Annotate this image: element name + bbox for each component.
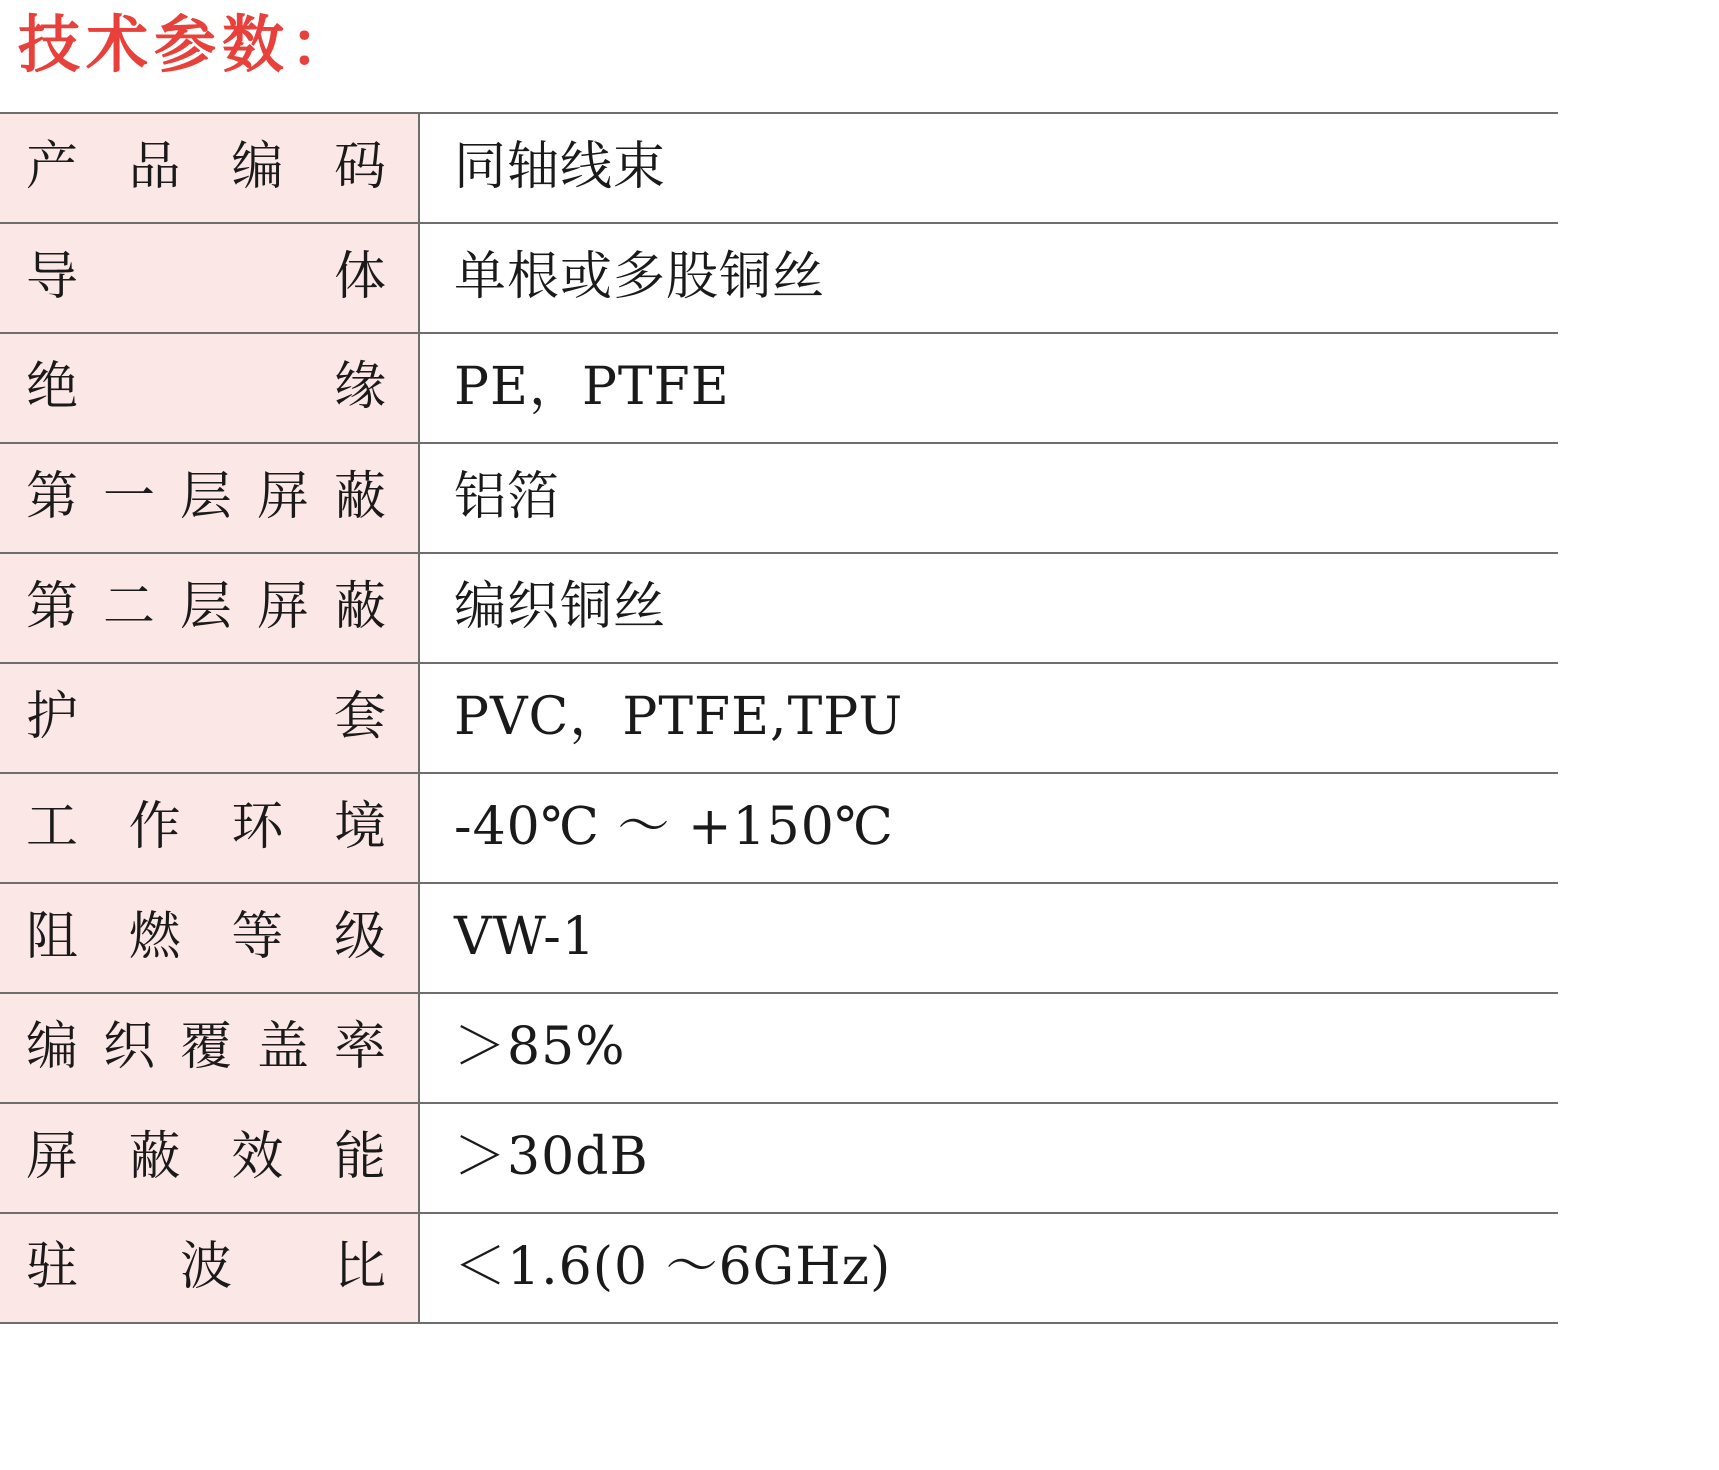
label-char: 波 (179, 1237, 232, 1298)
label-char: 阻 (26, 907, 79, 968)
label-char: 第 (26, 467, 79, 528)
row-label (0, 443, 419, 553)
row-value: ＜1.6(0 ～6GHz) (419, 1213, 1558, 1323)
row-value: PE，PTFE (419, 333, 1558, 443)
row-label-text (26, 1019, 418, 1076)
row-value: 编织铜丝 (419, 553, 1558, 663)
table-row (0, 993, 1558, 1103)
label-char: 燃 (128, 907, 181, 968)
table-row (0, 443, 1558, 553)
label-char: 层 (179, 467, 232, 528)
label-char: 蔽 (128, 1127, 181, 1188)
table-row (0, 883, 1558, 993)
page-title: 技术参数： (18, 8, 359, 81)
table-row (0, 1103, 1558, 1213)
label-char: 级 (333, 907, 386, 968)
label-char: 缘 (333, 357, 386, 418)
row-value: PVC，PTFE,TPU (419, 663, 1558, 773)
label-char: 盖 (256, 1017, 309, 1078)
row-label (0, 333, 419, 443)
row-value: 铝箔 (419, 443, 1558, 553)
row-label (0, 113, 419, 223)
label-char: 层 (179, 577, 232, 638)
label-char: 织 (102, 1017, 155, 1078)
row-value: ＞30dB (419, 1103, 1558, 1213)
row-label (0, 1213, 419, 1323)
table-row (0, 113, 1558, 223)
row-label-text (26, 139, 418, 196)
row-label-text (26, 359, 418, 416)
label-char: 工 (26, 797, 79, 858)
row-label (0, 883, 419, 993)
label-char: 护 (26, 687, 79, 748)
label-char: 导 (26, 247, 79, 308)
label-char: 效 (231, 1127, 284, 1188)
table-row (0, 223, 1558, 333)
row-label (0, 223, 419, 333)
row-label-text (26, 579, 418, 636)
label-char: 蔽 (333, 577, 386, 638)
label-char: 编 (26, 1017, 79, 1078)
label-char: 屏 (26, 1127, 79, 1188)
label-char: 品 (128, 137, 181, 198)
label-char: 屏 (256, 577, 309, 638)
label-char: 驻 (26, 1237, 79, 1298)
label-char: 编 (231, 137, 284, 198)
row-label-text (26, 689, 418, 746)
label-char: 作 (128, 797, 181, 858)
table-body (0, 113, 1558, 1323)
label-char: 等 (231, 907, 284, 968)
label-char: 环 (231, 797, 284, 858)
label-char: 套 (333, 687, 386, 748)
row-label (0, 663, 419, 773)
row-label-text (26, 799, 418, 856)
label-char: 能 (333, 1127, 386, 1188)
table-row (0, 553, 1558, 663)
row-value: 单根或多股铜丝 (419, 223, 1558, 333)
label-char: 体 (333, 247, 386, 308)
row-label-text (26, 249, 418, 306)
row-label (0, 993, 419, 1103)
table-row (0, 1213, 1558, 1323)
table-row (0, 333, 1558, 443)
row-value: 同轴线束 (419, 113, 1558, 223)
label-char: 覆 (179, 1017, 232, 1078)
row-value: -40℃ ～ +150℃ (419, 773, 1558, 883)
table-row (0, 773, 1558, 883)
table-row (0, 663, 1558, 773)
row-label (0, 1103, 419, 1213)
row-label-text (26, 1129, 418, 1186)
row-label-text (26, 909, 418, 966)
label-char: 绝 (26, 357, 79, 418)
label-char: 比 (333, 1237, 386, 1298)
row-value: VW-1 (419, 883, 1558, 993)
label-char: 一 (102, 467, 155, 528)
technical-parameters-table (0, 112, 1558, 1324)
label-char: 二 (102, 577, 155, 638)
label-char: 蔽 (333, 467, 386, 528)
label-char: 率 (333, 1017, 386, 1078)
label-char: 屏 (256, 467, 309, 528)
label-char: 第 (26, 577, 79, 638)
label-char: 境 (333, 797, 386, 858)
row-value: ＞85% (419, 993, 1558, 1103)
row-label-text (26, 469, 418, 526)
row-label (0, 553, 419, 663)
label-char: 产 (26, 137, 79, 198)
label-char: 码 (333, 137, 386, 198)
row-label (0, 773, 419, 883)
row-label-text (26, 1239, 418, 1296)
